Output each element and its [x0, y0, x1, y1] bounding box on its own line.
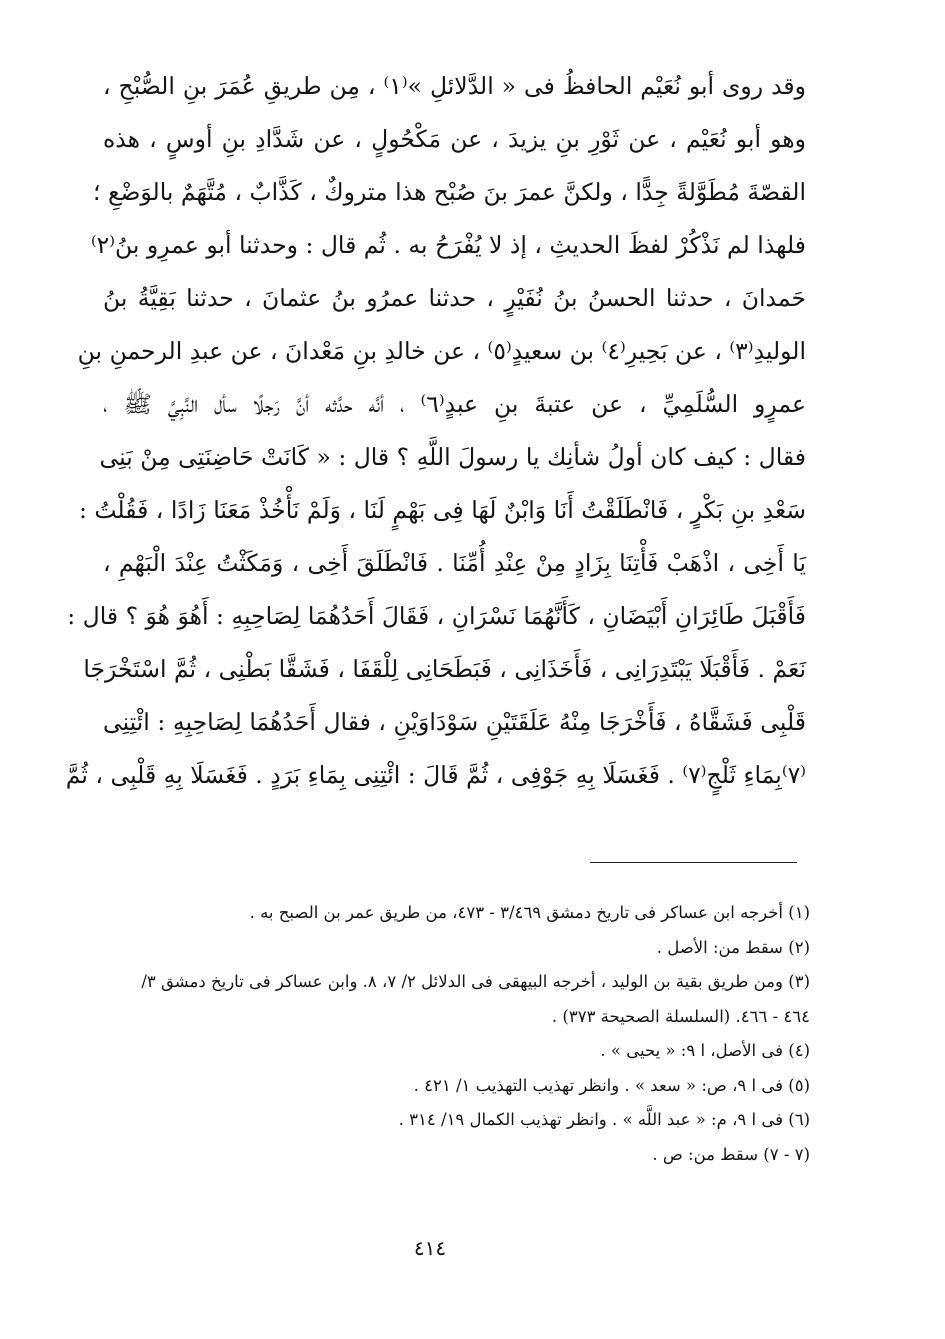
text-line: يَا أَخِى ، اذْهَبْ فَأْتِنَا بِزَادٍ مِنْ عِنْدِ أُمِّنَا . فَانْطَلَقَ أَخِى ، وَمَكَثْتُ عِنْدَ الْبَهْمِ ، [103, 549, 806, 577]
text-line: قَلْبِى فَشَقَّاهُ ، فَأَخْرَجَا مِنْهُ عَلَقَتَيْنِ سَوْدَاوَيْنِ ، فقال أَحَدُهُمَا لِصَاحِبِهِ : ائْتِنِى [103, 708, 806, 736]
footnote: (٤) فى الأصل، ا ٩: « يحيى » . [600, 1041, 810, 1060]
text-line: فلهذا لم نَذْكُرْ لفظَ الحديثِ ، إذ لا يُفْرَحُ به . ثُم قال : وحدثنا أبو عمرِو بنُ⁽٢⁾ [90, 231, 806, 259]
footnote-separator [590, 862, 797, 863]
text-line: حَمدانَ ، حدثنا الحسنُ بنُ نُفَيْرٍ ، حدثنا عمرُو بنُ عثمانَ ، حدثنا بَقِيَّةُ بنُ [103, 284, 806, 312]
text-line: نَعَمْ . فَأَقْبَلَا يَبْتَدِرَانِى ، فَأَخَذَانِى ، فَبَطَحَانِى لِلْقَفَا ، فَشَقَّا بَطْنِى ، ثُمَّ اسْتَخْرَجَا [83, 655, 806, 683]
footnote: ٤٦٤ - ٤٦٦. (السلسلة الصحيحة ٣٧٣) . [551, 1006, 810, 1026]
text-line: سَعْدِ بنِ بَكْرٍ ، فَانْطَلَقْتُ أَنَا وَابْنٌ لَهَا فِى بَهْمٍ لَنَا ، وَلَمْ نَأْخُذْ مَعَنَا زَادًا ، فَقُلْتُ : [78, 496, 806, 524]
text-line: ⁽٧⁾بِمَاءِ ثَلْجٍ⁽٧⁾ . فَغَسَلَا بِهِ جَوْفِى ، ثُمَّ قَالَ : ائْتِنِى بِمَاءِ بَرَدٍ . فَغَسَلَا بِهِ قَلْبِى ، ثُمَّ [65, 761, 806, 789]
main-text [65, 60, 806, 802]
text-line: فقال : كيف كان أولُ شأنِك يا رسولَ اللَّهِ ؟ قال : « كَانَتْ حَاضِنَتِى مِنْ بَنِى [99, 443, 806, 471]
footnotes [130, 896, 810, 1172]
text-line: فَأَقْبَلَ طَائِرَانِ أَبْيَضَانِ ، كَأَنَّهُمَا نَسْرَانِ ، فَقَالَ أَحَدُهُمَا لِصَاحِبِهِ : أَهُوَ هُوَ ؟ قال : [67, 602, 806, 630]
text-line: الوليدِ⁽٣⁾ ، عن بَحِيرِ⁽٤⁾ بن سعيدٍ⁽٥⁾ ، عن خالدِ بنِ مَعْدانَ ، عن عبدِ الرحمنِ بنِ [77, 337, 806, 365]
page-number: ٤١٤ [413, 1236, 447, 1260]
footnote: (٧ - ٧) سقط من: ص . [652, 1144, 810, 1164]
text-line: وقد روى أبو نُعَيْم الحافظُ فى « الدَّلائلِ »⁽١⁾ ، مِن طريقِ عُمَرَ بنِ الصُّبْحِ ، [103, 72, 806, 100]
text-line: عمرٍو السُّلَمِيِّ ، عن عتبةَ بنِ عبدٍ⁽٦⁾ ، أنَّه حدَّثه أنَّ رَجلًا سأل النَّبِيَّ ﷺ ، [103, 390, 806, 418]
text-line: وهو أبو نُعَيْم ، عن ثَوْرِ بنِ يزيدَ ، عن مَكْحُولٍ ، عن شَدَّادِ بنِ أوسٍ ، هذه [103, 125, 806, 153]
text-line: القصّةَ مُطَوَّلةً جِدًّا ، ولكنَّ عمرَ بنَ صُبْح هذا متروكٌ ، كَذَّابٌ ، مُتَّهَمٌ بالوَضْعِ ؛ [93, 178, 806, 206]
footnote: (٣) ومن طريق بقية بن الوليد ، أخرجه البيهقى فى الدلائل ٢/ ٧، ٨. وابن عساكر فى تاريخ دمشق ٣/ [141, 972, 810, 991]
footnote: (٦) فى ا ٩، م: « عبد اللَّه » . وانظر تهذيب الكمال ١٩/ ٣١٤ . [398, 1110, 810, 1129]
footnote: (٥) فى ا ٩، ص: « سعد » . وانظر تهذيب التهذيب ١/ ٤٢١ . [413, 1075, 810, 1095]
footnote: (١) أخرجه ابن عساكر فى تاريخ دمشق ٣/٤٦٩ - ٤٧٣، من طريق عمر بن الصبح به . [249, 903, 810, 922]
footnote: (٢) سقط من: الأصل . [656, 937, 810, 957]
